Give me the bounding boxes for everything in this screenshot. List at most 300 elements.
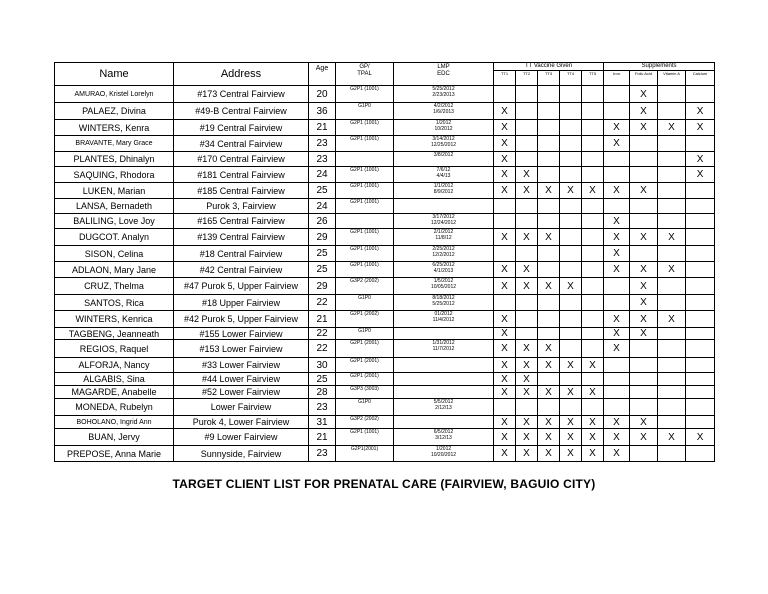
supplement-4-mark (686, 136, 715, 152)
tt2-mark (516, 86, 538, 103)
client-gp-tpal: G2P1 (2001) (336, 358, 394, 373)
tt1-mark: X (494, 183, 516, 199)
client-gp-tpal: G3P2 (2002) (336, 278, 394, 295)
edc-date: 3/12/13 (435, 435, 452, 441)
supplement-1-mark (604, 278, 630, 295)
supplement-1-mark: X (604, 262, 630, 278)
tt1-mark (494, 199, 516, 214)
supplement-2-mark (630, 136, 658, 152)
supplement-4-mark: X (686, 103, 715, 120)
tt4-mark: X (560, 278, 582, 295)
edc-date: 4/4/13 (436, 173, 451, 179)
supplement-4-mark (686, 340, 715, 358)
table-caption: TARGET CLIENT LIST FOR PRENATAL CARE (FAIRVIEW, BAGUIO CITY) (172, 477, 596, 491)
tt4-mark (560, 229, 582, 246)
tt5-mark (582, 399, 604, 416)
supplement-1-mark: X (604, 246, 630, 262)
table-row (55, 262, 715, 278)
tt4-mark (560, 340, 582, 358)
client-address: #34 Central Fairview (174, 136, 309, 152)
table-row (55, 295, 715, 311)
supplement-1-mark (604, 295, 630, 311)
supplement-4-mark (686, 278, 715, 295)
client-address: #181 Central Fairview (174, 167, 309, 183)
client-age: 36 (309, 103, 336, 120)
tt5-mark (582, 103, 604, 120)
client-name: SANTOS, Rica (55, 295, 174, 311)
tt2-mark: X (516, 167, 538, 183)
supplement-3-mark (658, 278, 686, 295)
tt2-mark (516, 136, 538, 152)
table-row (55, 152, 715, 167)
tt1-mark: X (494, 446, 516, 462)
lmp-date: 4/2/2012 (433, 103, 454, 109)
client-lmp-edc (394, 136, 494, 152)
client-name: DUGCOT. Analyn (55, 229, 174, 246)
tt2-mark (516, 152, 538, 167)
tt1-mark: X (494, 120, 516, 136)
supplement-3-mark (658, 167, 686, 183)
supplement-4-mark (686, 86, 715, 103)
client-lmp-edc (394, 416, 494, 429)
tt3-mark: X (538, 340, 560, 358)
client-gp-tpal: G3P2 (2002) (336, 416, 394, 429)
client-address: #173 Central Fairview (174, 86, 309, 103)
edc-date: 2/23/2013 (432, 92, 455, 98)
tt4-mark (560, 120, 582, 136)
supplement-4-mark (686, 229, 715, 246)
client-gp-tpal: G2P1 (1001) (336, 136, 394, 152)
table-row (55, 311, 715, 328)
tt1-mark: X (494, 358, 516, 373)
edc-date: 8/9/2012 (433, 189, 454, 195)
client-gp-tpal: G2P1 (1001) (336, 229, 394, 246)
client-lmp-edc (394, 152, 494, 167)
client-name: PLANTES, Dhinalyn (55, 152, 174, 167)
supplement-2-mark (630, 399, 658, 416)
tt4-mark (560, 136, 582, 152)
lmp-date: 1/31/2012 (432, 340, 455, 346)
lmp-date: 2/25/2012 (432, 246, 455, 252)
supplement-1-mark: X (604, 183, 630, 199)
tt3-mark: X (538, 183, 560, 199)
supplement-3-mark (658, 199, 686, 214)
supplement-3-mark: X (658, 311, 686, 328)
client-lmp-edc (394, 262, 494, 278)
supplement-4-mark (686, 311, 715, 328)
client-gp-tpal: G2P1 (2001) (336, 373, 394, 386)
client-name: BRAVANTE, Mary Grace (55, 136, 174, 152)
table-row (55, 86, 715, 103)
supplement-3-mark (658, 183, 686, 199)
client-age: 23 (309, 446, 336, 462)
supplement-1-mark: X (604, 214, 630, 229)
lmp-date: 1/2012 (435, 446, 452, 452)
client-lmp-edc (394, 446, 494, 462)
client-age: 24 (309, 167, 336, 183)
supplement-1-mark: X (604, 120, 630, 136)
tt1-mark: X (494, 167, 516, 183)
client-age: 22 (309, 295, 336, 311)
supplement-4-mark (686, 399, 715, 416)
client-name: PALAEZ, Divina (55, 103, 174, 120)
supplement-3-mark (658, 214, 686, 229)
table-row (55, 446, 715, 462)
client-gp-tpal: G2P1 (1001) (336, 183, 394, 199)
edc-date: 12/25/2012 (430, 142, 457, 148)
tt2-mark: X (516, 340, 538, 358)
table-row (55, 373, 715, 386)
supplement-3-mark (658, 328, 686, 340)
tt4-mark: X (560, 446, 582, 462)
supplement-2-mark: X (630, 120, 658, 136)
tt5-mark (582, 136, 604, 152)
client-lmp-edc (394, 328, 494, 340)
tt3-mark (538, 328, 560, 340)
tt3-mark: X (538, 229, 560, 246)
tt3-mark (538, 152, 560, 167)
client-gp-tpal: G2P1 (1001) (336, 199, 394, 214)
tt5-mark (582, 120, 604, 136)
tt3-mark (538, 311, 560, 328)
tt2-mark (516, 399, 538, 416)
tt1-mark: X (494, 328, 516, 340)
client-lmp-edc (394, 429, 494, 446)
edc-date: 10/2012 (434, 126, 453, 132)
tt5-mark: X (582, 429, 604, 446)
lmp-date: 5/25/2012 (432, 86, 455, 92)
table-row (55, 183, 715, 199)
client-address: Sunnyside, Fairview (174, 446, 309, 462)
supplement-2-mark (630, 152, 658, 167)
client-address: #44 Lower Fairview (174, 373, 309, 386)
table-row (55, 246, 715, 262)
client-name: ALGABIS, Sina (55, 373, 174, 386)
client-age: 23 (309, 152, 336, 167)
lmp-date: 8/18/2012 (432, 295, 455, 301)
edc-date: 12/24/2012 (430, 220, 457, 226)
client-gp-tpal: G2P1 (1001) (336, 86, 394, 103)
tt5-mark (582, 214, 604, 229)
supplement-3-mark: X (658, 120, 686, 136)
client-lmp-edc (394, 295, 494, 311)
client-address: #19 Central Fairview (174, 120, 309, 136)
supplement-1-mark (604, 386, 630, 399)
client-lmp-edc (394, 373, 494, 386)
client-age: 25 (309, 373, 336, 386)
tt2-mark (516, 328, 538, 340)
lmp-date: 7/6/12 (436, 167, 451, 173)
supplement-3-mark (658, 340, 686, 358)
client-address: #52 Lower Fairview (174, 386, 309, 399)
header-lmp-edc (394, 63, 494, 86)
supplement-4-mark: X (686, 120, 715, 136)
tt4-mark: X (560, 386, 582, 399)
client-gp-tpal: G2P1 (1001) (336, 167, 394, 183)
tt2-mark: X (516, 358, 538, 373)
client-age: 25 (309, 262, 336, 278)
tt4-mark (560, 262, 582, 278)
tt1-mark: X (494, 152, 516, 167)
supplement-4-mark (686, 373, 715, 386)
tt4-mark (560, 167, 582, 183)
supplement-2-mark: X (630, 183, 658, 199)
tt5-mark (582, 295, 604, 311)
supplement-2-mark: X (630, 262, 658, 278)
tt1-mark (494, 86, 516, 103)
tt2-mark (516, 295, 538, 311)
edc-date: 10/20/2012 (430, 452, 457, 458)
client-address: #170 Central Fairview (174, 152, 309, 167)
tt1-mark: X (494, 340, 516, 358)
client-address: #18 Upper Fairview (174, 295, 309, 311)
supplement-2-mark: X (630, 311, 658, 328)
tt1-mark: X (494, 103, 516, 120)
supplement-2-mark (630, 386, 658, 399)
client-gp-tpal: G2P1 (2001) (336, 340, 394, 358)
tt5-mark (582, 86, 604, 103)
client-age: 26 (309, 214, 336, 229)
supplement-1-mark (604, 152, 630, 167)
tt3-mark (538, 167, 560, 183)
supplement-3-mark (658, 373, 686, 386)
tt2-mark (516, 120, 538, 136)
edc-date: 10/05/2012 (430, 284, 457, 290)
tt5-mark (582, 229, 604, 246)
edc-date: 11/8/12 (435, 235, 452, 241)
supplement-2-mark (630, 246, 658, 262)
supplement-2-mark (630, 358, 658, 373)
client-address: #42 Purok 5, Upper Fairview (174, 311, 309, 328)
tt3-mark (538, 199, 560, 214)
supplement-3-mark (658, 446, 686, 462)
client-name: SAQUING, Rhodora (55, 167, 174, 183)
client-age: 29 (309, 229, 336, 246)
table-row (55, 278, 715, 295)
supplement-4-mark: X (686, 152, 715, 167)
client-name: WINTERS, Kenra (55, 120, 174, 136)
supplement-1-mark: X (604, 136, 630, 152)
tt3-mark (538, 120, 560, 136)
client-address: #185 Central Fairview (174, 183, 309, 199)
client-address: Purok 3, Fairview (174, 199, 309, 214)
supplement-4-mark (686, 358, 715, 373)
supplement-3-mark: X (658, 229, 686, 246)
tt1-mark: X (494, 311, 516, 328)
tt2-mark (516, 214, 538, 229)
supplement-1-mark: X (604, 340, 630, 358)
client-age: 21 (309, 120, 336, 136)
tt3-mark (538, 399, 560, 416)
client-gp-tpal: G1P0 (336, 295, 394, 311)
client-gp-tpal: G2P1 (1001) (336, 429, 394, 446)
tt1-mark (494, 399, 516, 416)
tt2-mark: X (516, 386, 538, 399)
client-age: 22 (309, 328, 336, 340)
client-name: BALILING, Love Joy (55, 214, 174, 229)
client-address: #33 Lower Fairview (174, 358, 309, 373)
table-row (55, 340, 715, 358)
supplement-2-mark (630, 446, 658, 462)
supplement-1-mark: X (604, 311, 630, 328)
tt1-mark: X (494, 136, 516, 152)
tt5-mark (582, 246, 604, 262)
supplement-2-mark (630, 199, 658, 214)
tt5-mark (582, 152, 604, 167)
client-address: #18 Central Fairview (174, 246, 309, 262)
client-age: 25 (309, 246, 336, 262)
supplement-1-mark: X (604, 328, 630, 340)
table-row (55, 136, 715, 152)
tt4-mark (560, 246, 582, 262)
client-lmp-edc (394, 229, 494, 246)
header-lmp-line1: LMP (437, 64, 450, 70)
header-gp-line1: GP/ (359, 64, 370, 70)
tt4-mark (560, 86, 582, 103)
lmp-date: 6/25/2012 (432, 262, 455, 268)
tt4-mark (560, 399, 582, 416)
lmp-date: 6/5/2012 (433, 429, 454, 435)
client-age: 30 (309, 358, 336, 373)
lmp-date: 3/14/2012 (432, 136, 455, 142)
tt3-mark (538, 373, 560, 386)
edc-date: 11/4/2012 (432, 317, 455, 323)
client-name: LUKEN, Marian (55, 183, 174, 199)
client-name: BOHOLANO, Ingrid Ann (55, 416, 174, 429)
supplement-1-mark: X (604, 446, 630, 462)
tt3-mark (538, 214, 560, 229)
prenatal-client-table (54, 62, 715, 462)
client-gp-tpal (336, 152, 394, 167)
tt5-mark: X (582, 386, 604, 399)
supplement-1-mark (604, 358, 630, 373)
supplement-2-mark: X (630, 328, 658, 340)
header-supplement-4: Calcium (686, 71, 715, 86)
tt3-mark: X (538, 429, 560, 446)
client-address: Purok 4, Lower Fairview (174, 416, 309, 429)
supplement-2-mark: X (630, 86, 658, 103)
client-lmp-edc (394, 399, 494, 416)
tt3-mark (538, 246, 560, 262)
client-age: 22 (309, 340, 336, 358)
supplement-3-mark (658, 86, 686, 103)
tt2-mark (516, 199, 538, 214)
tt5-mark (582, 278, 604, 295)
client-gp-tpal: G3P3 (3003) (336, 386, 394, 399)
header-tt-5: TT5 (582, 71, 604, 86)
table-row (55, 103, 715, 120)
client-age: 21 (309, 429, 336, 446)
table-row (55, 399, 715, 416)
client-lmp-edc (394, 120, 494, 136)
tt1-mark: X (494, 229, 516, 246)
supplement-2-mark (630, 340, 658, 358)
tt5-mark (582, 373, 604, 386)
client-address: #49-B Central Fairview (174, 103, 309, 120)
supplement-4-mark (686, 446, 715, 462)
client-gp-tpal: G1P0 (336, 103, 394, 120)
tt3-mark: X (538, 386, 560, 399)
client-lmp-edc (394, 386, 494, 399)
lmp-date: 1/2012 (435, 120, 452, 126)
client-name: WINTERS, Kenrica (55, 311, 174, 328)
client-gp-tpal: G2P1 (1001) (336, 262, 394, 278)
client-name: SISON, Celina (55, 246, 174, 262)
header-gp-tpal (336, 63, 394, 86)
header-supplement-2: Folic Acid (630, 71, 658, 86)
supplement-2-mark: X (630, 103, 658, 120)
client-name: ALFORJA, Nancy (55, 358, 174, 373)
supplement-2-mark: X (630, 295, 658, 311)
client-lmp-edc (394, 246, 494, 262)
tt4-mark (560, 103, 582, 120)
header-address: Address (174, 63, 309, 86)
client-name: ADLAON, Mary Jane (55, 262, 174, 278)
client-name: CRUZ, Thelma (55, 278, 174, 295)
lmp-date: 5/5/2012 (433, 399, 454, 405)
tt4-mark (560, 295, 582, 311)
supplement-1-mark (604, 399, 630, 416)
tt3-mark (538, 103, 560, 120)
tt2-mark: X (516, 229, 538, 246)
client-lmp-edc (394, 86, 494, 103)
supplement-3-mark (658, 136, 686, 152)
tt4-mark: X (560, 416, 582, 429)
tt4-mark (560, 373, 582, 386)
client-age: 25 (309, 183, 336, 199)
edc-date: 12/2/2012 (432, 252, 455, 258)
tt5-mark: X (582, 358, 604, 373)
supplement-4-mark (686, 199, 715, 214)
client-lmp-edc (394, 311, 494, 328)
supplement-3-mark (658, 246, 686, 262)
edc-date: 5/25/2012 (432, 301, 455, 307)
tt3-mark (538, 136, 560, 152)
header-age: Age (309, 63, 336, 86)
tt3-mark: X (538, 446, 560, 462)
tt4-mark: X (560, 429, 582, 446)
client-gp-tpal: G2P1 (1001) (336, 120, 394, 136)
supplement-2-mark: X (630, 278, 658, 295)
tt1-mark (494, 246, 516, 262)
supplement-1-mark (604, 167, 630, 183)
supplement-2-mark (630, 373, 658, 386)
tt1-mark: X (494, 278, 516, 295)
tt4-mark (560, 152, 582, 167)
tt3-mark: X (538, 278, 560, 295)
client-address: #165 Central Fairview (174, 214, 309, 229)
table-row (55, 416, 715, 429)
supplement-3-mark: X (658, 262, 686, 278)
tt5-mark: X (582, 416, 604, 429)
supplement-4-mark (686, 183, 715, 199)
tt5-mark (582, 340, 604, 358)
client-lmp-edc (394, 167, 494, 183)
lmp-date: 3/17/2012 (432, 214, 455, 220)
header-supplements-group: Supplements (604, 63, 715, 71)
client-lmp-edc (394, 278, 494, 295)
client-age: 24 (309, 199, 336, 214)
client-age: 29 (309, 278, 336, 295)
client-lmp-edc (394, 103, 494, 120)
client-name: BUAN, Jervy (55, 429, 174, 446)
tt5-mark (582, 199, 604, 214)
supplement-4-mark (686, 262, 715, 278)
supplement-2-mark (630, 214, 658, 229)
tt5-mark: X (582, 446, 604, 462)
supplement-3-mark (658, 399, 686, 416)
header-gp-line2: TPAL (357, 71, 372, 77)
